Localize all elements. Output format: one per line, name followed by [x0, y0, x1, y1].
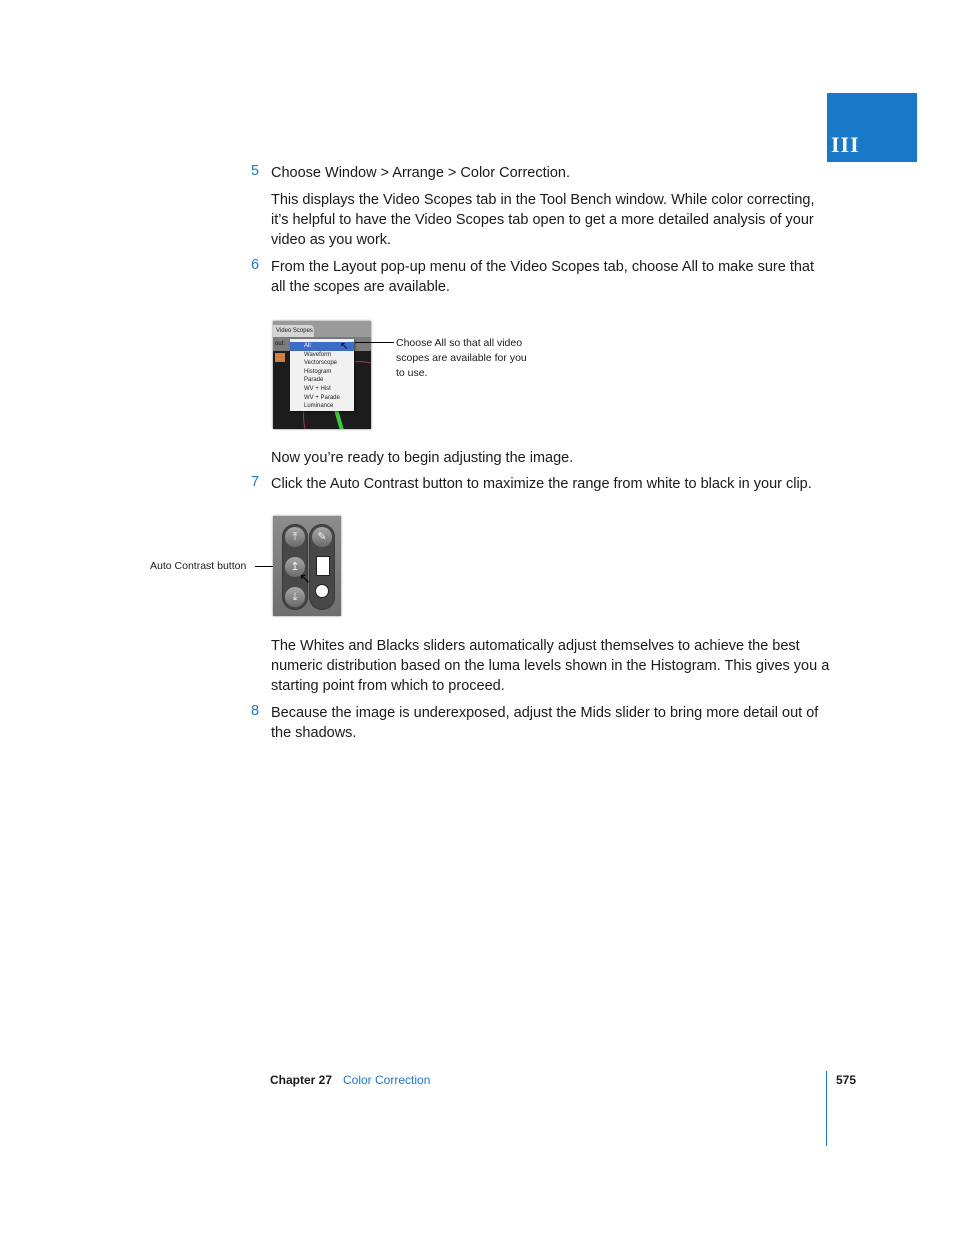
reset-circle-icon: [315, 584, 329, 598]
paragraph-video-scopes: This displays the Video Scopes tab in the Tool Bench window. While color correcting, it’s helpful to have the Video Scopes tab open to get a more detailed analysis of your video as you work.: [271, 192, 815, 248]
layout-label: out:: [275, 341, 286, 347]
callout-choose-all: Choose All so that all video scopes are available for you to use.: [396, 337, 527, 379]
menu-item-wv-hist: WV + Hist: [304, 386, 331, 392]
step-text-6: From the Layout pop-up menu of the Video Scopes tab, choose All to make sure that all the scopes are available.: [271, 259, 815, 295]
eyedropper-icon: ✎: [312, 527, 332, 547]
menu-item-vectorscope: Vectorscope: [304, 360, 338, 367]
page-number: 575: [836, 1073, 857, 1087]
callout-leader-line: [355, 342, 394, 343]
step-number-5: 5: [251, 163, 260, 179]
menu-item-waveform: Waveform: [304, 351, 332, 358]
paragraph-ready: Now you’re ready to begin adjusting the image.: [271, 450, 574, 466]
menu-item-parade: Parade: [304, 377, 324, 384]
step-text-8: Because the image is underexposed, adjust the Mids slider to bring more detail out of the shadows.: [271, 705, 819, 741]
step-number-8: 8: [251, 703, 260, 719]
video-scopes-tab: Video Scopes: [273, 325, 314, 337]
auto-contrast-screenshot: [273, 516, 341, 616]
scope-swatch: [275, 353, 285, 362]
menu-item-wv-parade: WV + Parade: [304, 394, 340, 401]
pointer-cursor-icon-2: ↖: [299, 570, 311, 586]
footer-chapter: Chapter 27: [270, 1073, 333, 1087]
step-text-5: Choose Window > Arrange > Color Correction.: [271, 165, 571, 181]
scope-tab-bar: [273, 321, 371, 337]
callout-auto-contrast: Auto Contrast button: [150, 560, 247, 572]
video-scopes-screenshot: [273, 321, 371, 429]
step-text-7: Click the Auto Contrast button to maximize the range from white to black in your clip.: [271, 476, 812, 492]
step-number-7: 7: [251, 474, 260, 490]
balance-column: [309, 524, 335, 610]
step-number-6: 6: [251, 257, 260, 273]
footer-rule: [826, 1071, 827, 1146]
menu-item-histogram: Histogram: [304, 368, 332, 375]
menu-item-luminance: Luminance: [304, 403, 334, 410]
footer-chapter-title[interactable]: Color Correction: [343, 1073, 431, 1087]
part-tab-marker: [827, 93, 917, 162]
menu-item-all: All: [290, 342, 354, 351]
select-whites-icon: ⤒: [285, 527, 305, 547]
auto-contrast-icon: ↥: [285, 557, 305, 577]
white-swatch: [316, 556, 330, 576]
part-numeral: III: [831, 132, 860, 157]
paragraph-whites-blacks: The Whites and Blacks sliders automatically adjust themselves to achieve the best numeric distribution based on the luma levels shown in the Histogram. This gives you a starting point from which to proceed.: [271, 638, 830, 694]
contrast-button-column: [282, 524, 308, 610]
select-blacks-icon: ⤓: [285, 587, 305, 607]
pointer-cursor-icon: ↖: [340, 341, 349, 352]
